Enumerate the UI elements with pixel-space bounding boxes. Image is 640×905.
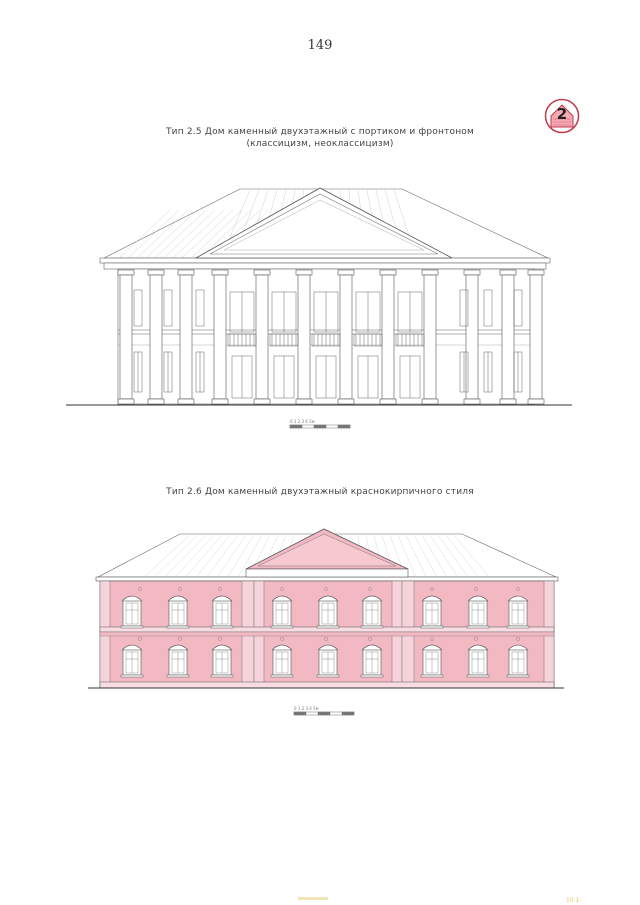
column <box>212 270 228 404</box>
elevation-drawing-type-2-6 <box>0 528 640 728</box>
window <box>167 596 189 628</box>
window <box>507 596 529 628</box>
window <box>421 645 443 677</box>
column <box>338 270 354 404</box>
scale-label-2-5: 0 1 2 3 4 5м <box>290 419 315 424</box>
window <box>271 645 293 677</box>
window <box>361 645 383 677</box>
column <box>380 270 396 404</box>
column <box>178 270 194 404</box>
window <box>167 645 189 677</box>
badge-number: 2 <box>556 105 568 123</box>
caption-type-2-6 <box>0 486 640 498</box>
column <box>296 270 312 404</box>
column <box>118 270 134 404</box>
page-number: 149 <box>307 38 333 53</box>
window <box>271 596 293 628</box>
window <box>211 596 233 628</box>
window <box>361 596 383 628</box>
column <box>422 270 438 404</box>
column <box>254 270 270 404</box>
window <box>507 645 529 677</box>
scale-label-2-6: 0 1 2 3 4 5м <box>294 706 319 711</box>
column <box>148 270 164 404</box>
window <box>467 645 489 677</box>
caption-type-2-6-title: Тип 2.6 Дом каменный двухэтажный краснокирпичного стиля <box>166 487 474 497</box>
elevation-drawing-type-2-5 <box>0 180 640 440</box>
window <box>121 645 143 677</box>
caption-type-2-5 <box>0 126 640 150</box>
column <box>528 270 544 404</box>
footer-mark: 10 1 <box>566 897 580 904</box>
caption-type-2-5-title: Тип 2.5 Дом каменный двухэтажный с портиком и фронтоном <box>165 127 475 137</box>
window <box>467 596 489 628</box>
window <box>211 645 233 677</box>
window <box>317 645 339 677</box>
window <box>421 596 443 628</box>
window <box>121 596 143 628</box>
footer-line <box>298 897 328 900</box>
caption-type-2-5-subtitle: (классицизм, неоклассицизм) <box>246 139 394 149</box>
column <box>500 270 516 404</box>
window <box>317 596 339 628</box>
